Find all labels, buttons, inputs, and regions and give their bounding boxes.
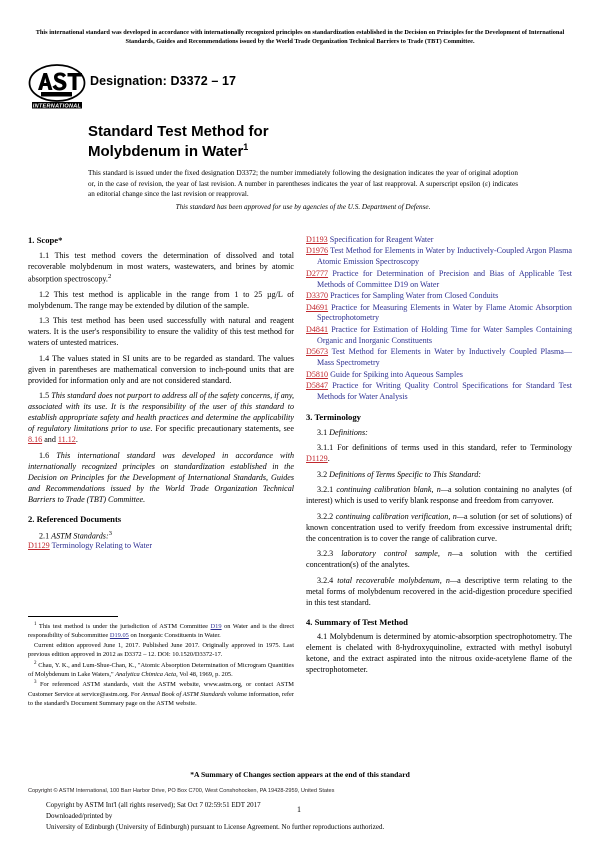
list-item[interactable] (306, 235, 572, 246)
paragraph-1-2 (28, 289, 294, 311)
section-heading-summary: 4. Summary of Test Method (306, 616, 408, 627)
para-number: 1.5 (39, 391, 50, 401)
standard-link-d5810[interactable]: D5810 (306, 369, 329, 379)
footnote-book-title: Annual Book of ASTM Standards (141, 690, 227, 698)
paragraph-3-2-1 (306, 484, 572, 506)
para-number: 3.2 (317, 469, 328, 479)
para-number: 3.1.1 (317, 443, 334, 453)
list-item[interactable] (28, 541, 294, 552)
referenced-standards-list-left (28, 541, 294, 552)
para-text: This test method has been used successfully with natural and reagent waters. It is the user's responsibility to ensure the validity of this test method for waters of untested matrices. (28, 316, 294, 348)
paragraph-1-1 (28, 250, 294, 285)
standard-title[interactable]: Practice for Measuring Elements in Water by Flame Atomic Absorption Spectrophotometry (317, 302, 572, 323)
page-number: 1 (297, 805, 301, 814)
standard-link-d4691[interactable]: D4691 (306, 302, 329, 312)
summary-of-changes-note: *A Summary of Changes section appears at the end of this standard (190, 770, 410, 779)
paragraph-1-6 (28, 450, 294, 505)
committee-link-d19[interactable]: D19 (210, 623, 222, 631)
para-text-italic: Definitions of Terms Specific to This Standard: (329, 469, 481, 479)
para-number: 3.2.2 (317, 511, 334, 521)
para-number: 3.2.3 (317, 549, 334, 559)
download-copyright-line: Copyright by ASTM Int'l (all rights reserved); Sat Oct 7 02:59:51 EDT 2017 (46, 801, 261, 809)
para-number: 1.1 (39, 250, 50, 260)
wto-banner: This international standard was developed in accordance with internationally recognized principles on standardization established in the Decision on Principles for the Development of International Standards, Guides and Recommendations issued by the World Trade Organization Technical Barriers to Trade (TBT) Committee. (35, 29, 565, 46)
link-section-8-16[interactable]: 8.16 (28, 435, 43, 445)
standard-link-d1129[interactable]: D1129 (28, 541, 50, 551)
para-number: 4.1 (317, 632, 328, 642)
para-number: 2.1 (39, 531, 50, 541)
para-text-italic: Definitions: (329, 427, 368, 437)
paragraph-3-2-4 (306, 575, 572, 608)
para-number: 3.2.1 (317, 485, 334, 495)
para-text: This test method covers the determination of dissolved and total recoverable molybdenum in most waters, wastewaters, and brines by atomic absorption spectroscopy. (28, 250, 294, 284)
footnote-text: Vol 48, 1969, p. 205. (179, 670, 233, 678)
footnote-1 (28, 621, 294, 640)
standard-title[interactable]: Practices for Sampling Water from Closed Conduits (330, 291, 499, 301)
footnote-1-edition: Current edition approved June 1, 2017. Published June 2017. Originally approved in 1975. Last previous edition approved in 2012 as D3372 – 12. DOI: 10.1520/D3372-17. (28, 641, 294, 658)
footnote-text: This test method is under the jurisdiction of ASTM Committee (38, 623, 208, 631)
list-item[interactable] (306, 303, 572, 325)
para-footnote-marker: 2 (107, 272, 112, 280)
para-number: 1.6 (39, 450, 50, 460)
standard-title[interactable]: Practice for Determination of Precision and Bias of Applicable Test Methods of Committee D19 on Water (317, 268, 572, 289)
definition-term: total recoverable molybdenum, n— (337, 575, 458, 585)
footnote-text: volume information, refer to the standard's Document Summary page on the ASTM website. (28, 690, 295, 707)
standard-title[interactable]: Practice for Estimation of Holding Time for Water Samples Containing Organic and Inorganic Constituents (317, 324, 572, 345)
definition-text: a solution with the certified concentration(s) of the analytes. (306, 549, 572, 570)
para-text: Molybdenum is determined by atomic-absorption spectrophotometry. The element is chelated with 8-hydroxyquinoline, extracted with methyl isobutyl ketone, and the extract aspirated into the nitrous oxide-acetylene flame of the spectrophotometer. (306, 632, 572, 675)
copyright-line: Copyright © ASTM International, 100 Barr Harbor Drive, PO Box C700, West Conshohocken, PA 19428-2959, United States (28, 788, 335, 794)
subcommittee-link-d1905[interactable]: D19.05 (109, 632, 129, 640)
list-item[interactable] (306, 325, 572, 347)
paragraph-1-5 (28, 390, 294, 445)
definition-text: a descriptive term relating to the metal forms of molybdenum recovered in the acid-digestion procedure specified in this test standard. (306, 575, 572, 607)
paragraph-4-1 (306, 631, 572, 675)
para-number: 1.3 (39, 316, 50, 326)
footnote-divider (28, 616, 118, 617)
list-item[interactable] (306, 347, 572, 369)
link-section-11-12[interactable]: 11.12 (57, 435, 76, 445)
para-text-italic: This standard does not purport to address all of the safety concerns, if any, associated with its use. It is the responsibility of the user of this standard to establish appropriate safety and health practices and determine the applicability of regulatory limitations prior to use. (28, 391, 294, 434)
para-text: The values stated in SI units are to be regarded as standard. The values given in parentheses are mathematical conversion to inch-pound units that are provided for information only and are not considered standard. (28, 353, 294, 385)
list-item[interactable] (306, 381, 572, 403)
logo-designation-row (28, 62, 572, 112)
standard-title[interactable]: Terminology Relating to Water (51, 541, 153, 551)
para-number: 3.1 (317, 427, 328, 437)
list-item[interactable] (306, 269, 572, 291)
left-column (28, 235, 294, 553)
list-item[interactable] (306, 246, 572, 268)
definition-term: continuing calibration verification, n— (335, 511, 465, 521)
footnote-3 (28, 679, 294, 707)
right-column (306, 235, 572, 680)
paragraph-3-2-3 (306, 548, 572, 570)
footnote-marker: 2 (34, 660, 37, 666)
footnote-marker: 3 (34, 680, 37, 686)
standard-link-d4841[interactable]: D4841 (306, 324, 329, 334)
title-footnote-marker: 1 (243, 141, 249, 152)
para-text: This test method is applicable in the range from 1 to 25 µg/L of molybdenum. The range may be extended by dilution of the sample. (28, 289, 294, 310)
list-item[interactable] (306, 370, 572, 381)
download-licensee-line: University of Edinburgh (University of Edinburgh) pursuant to License Agreement. No further reproductions authorized. (46, 822, 385, 831)
para-number: 1.2 (39, 289, 50, 299)
paragraph-2-1 (28, 529, 294, 542)
svg-text:INTERNATIONAL: INTERNATIONAL (32, 103, 82, 110)
download-info-block (46, 800, 546, 833)
definition-text: a solution containing no analytes (of interest) which is used to verify blank response and freedom from carryover. (306, 485, 572, 506)
para-period: . (75, 435, 78, 445)
paragraph-3-1 (306, 427, 572, 438)
para-footnote-marker: 3 (108, 529, 113, 537)
para-text-italic: This international standard was developed in accordance with internationally recognized principles on standardization established in the Decision on Principles for the Development of International Standards, Guides and Recommendations issued by the World Trade Organization Technical Barriers to Trade (TBT) Committee. (28, 450, 294, 504)
designation-label: Designation: D3372 – 17 (90, 74, 237, 88)
paragraph-3-2 (306, 469, 572, 480)
footnote-text: on Water and is the direct responsibility of Subcommittee (28, 623, 294, 640)
paragraph-1-4 (28, 353, 294, 386)
standard-link-d2777[interactable]: D2777 (306, 268, 329, 278)
standard-link-d5673[interactable]: D5673 (306, 347, 329, 357)
standard-title[interactable]: Test Method for Elements in Water by Inductively Coupled Plasma—Mass Spectrometry (317, 347, 572, 368)
footnote-marker: 1 (34, 622, 37, 627)
title-line-2: Molybdenum in Water (88, 142, 244, 160)
standard-link-d1193[interactable]: D1193 (306, 235, 328, 244)
definition-term: continuing calibration blank, n— (336, 485, 448, 495)
footnote-journal-title: Analytica Chimica Acta, (115, 670, 178, 678)
title-line-1: Standard Test Method for (88, 123, 269, 140)
standard-title[interactable]: Specification for Reagent Water (329, 235, 434, 244)
paragraph-1-3 (28, 315, 294, 348)
footnote-2 (28, 660, 294, 679)
section-heading-referenced-documents: 2. Referenced Documents (28, 513, 122, 524)
para-text: For specific precautionary statements, see (155, 424, 294, 434)
para-text-italic: ASTM Standards: (51, 531, 109, 541)
download-printed-by-line: Downloaded/printed by (46, 811, 113, 820)
para-conjunction: and (44, 435, 56, 445)
dod-approval-note: This standard has been approved for use by agencies of the U.S. Department of Defense. (175, 203, 431, 211)
list-item[interactable] (306, 291, 572, 302)
definition-text: a solution (or set of solutions) of known concentration used to verify freedom from excessive instrumental drift; the concentration is to cover the range of calibration curve. (306, 511, 572, 543)
footnote-text: For referenced ASTM standards, visit the ASTM website, www.astm.org, or contact ASTM Customer Service at service@astm.org. For (28, 681, 294, 698)
standard-link-d5847[interactable]: D5847 (306, 380, 329, 390)
footnote-text: Chau, Y. K., and Lum-Shue-Chan, K., "Atomic Absorption Determination of Microgram Quantities of Molybdenum in Lake Waters," (28, 661, 294, 678)
footnotes-block (28, 621, 294, 708)
paragraph-3-2-2 (306, 511, 572, 544)
referenced-standards-list-right (306, 235, 572, 403)
standard-title[interactable]: Guide for Spiking into Aqueous Samples (330, 369, 463, 379)
standard-link-d3370[interactable]: D3370 (306, 291, 329, 301)
para-period: . (327, 454, 330, 464)
definition-term: laboratory control sample, n— (341, 549, 460, 559)
page-title (88, 122, 518, 162)
standard-link-d1129-inline[interactable]: D1129 (306, 454, 328, 464)
astm-logo-icon (28, 62, 86, 110)
standard-title[interactable]: Test Method for Elements in Water by Inductively-Coupled Argon Plasma Atomic Emission Spectroscopy (317, 246, 572, 267)
para-text: For definitions of terms used in this standard, refer to Terminology (337, 443, 573, 453)
standard-title[interactable]: Practice for Writing Quality Control Specifications for Standard Test Methods for Water Analysis (317, 380, 572, 401)
para-number: 1.4 (39, 353, 50, 363)
standard-link-d1976[interactable]: D1976 (306, 246, 329, 256)
paragraph-3-1-1 (306, 442, 572, 464)
para-number: 3.2.4 (317, 575, 334, 585)
issue-note: This standard is issued under the fixed designation D3372; the number immediately following the designation indicates the year of original adoption or, in the case of revision, the year of last revision. A number in parentheses indicates the year of last reapproval. A superscript epsilon (ε) indicates an editorial change since the last revision or reapproval. (88, 169, 518, 199)
section-heading-terminology: 3. Terminology (306, 411, 361, 422)
footnote-text: on Inorganic Constituents in Water. (130, 632, 221, 640)
section-heading-scope: 1. Scope* (28, 235, 63, 245)
